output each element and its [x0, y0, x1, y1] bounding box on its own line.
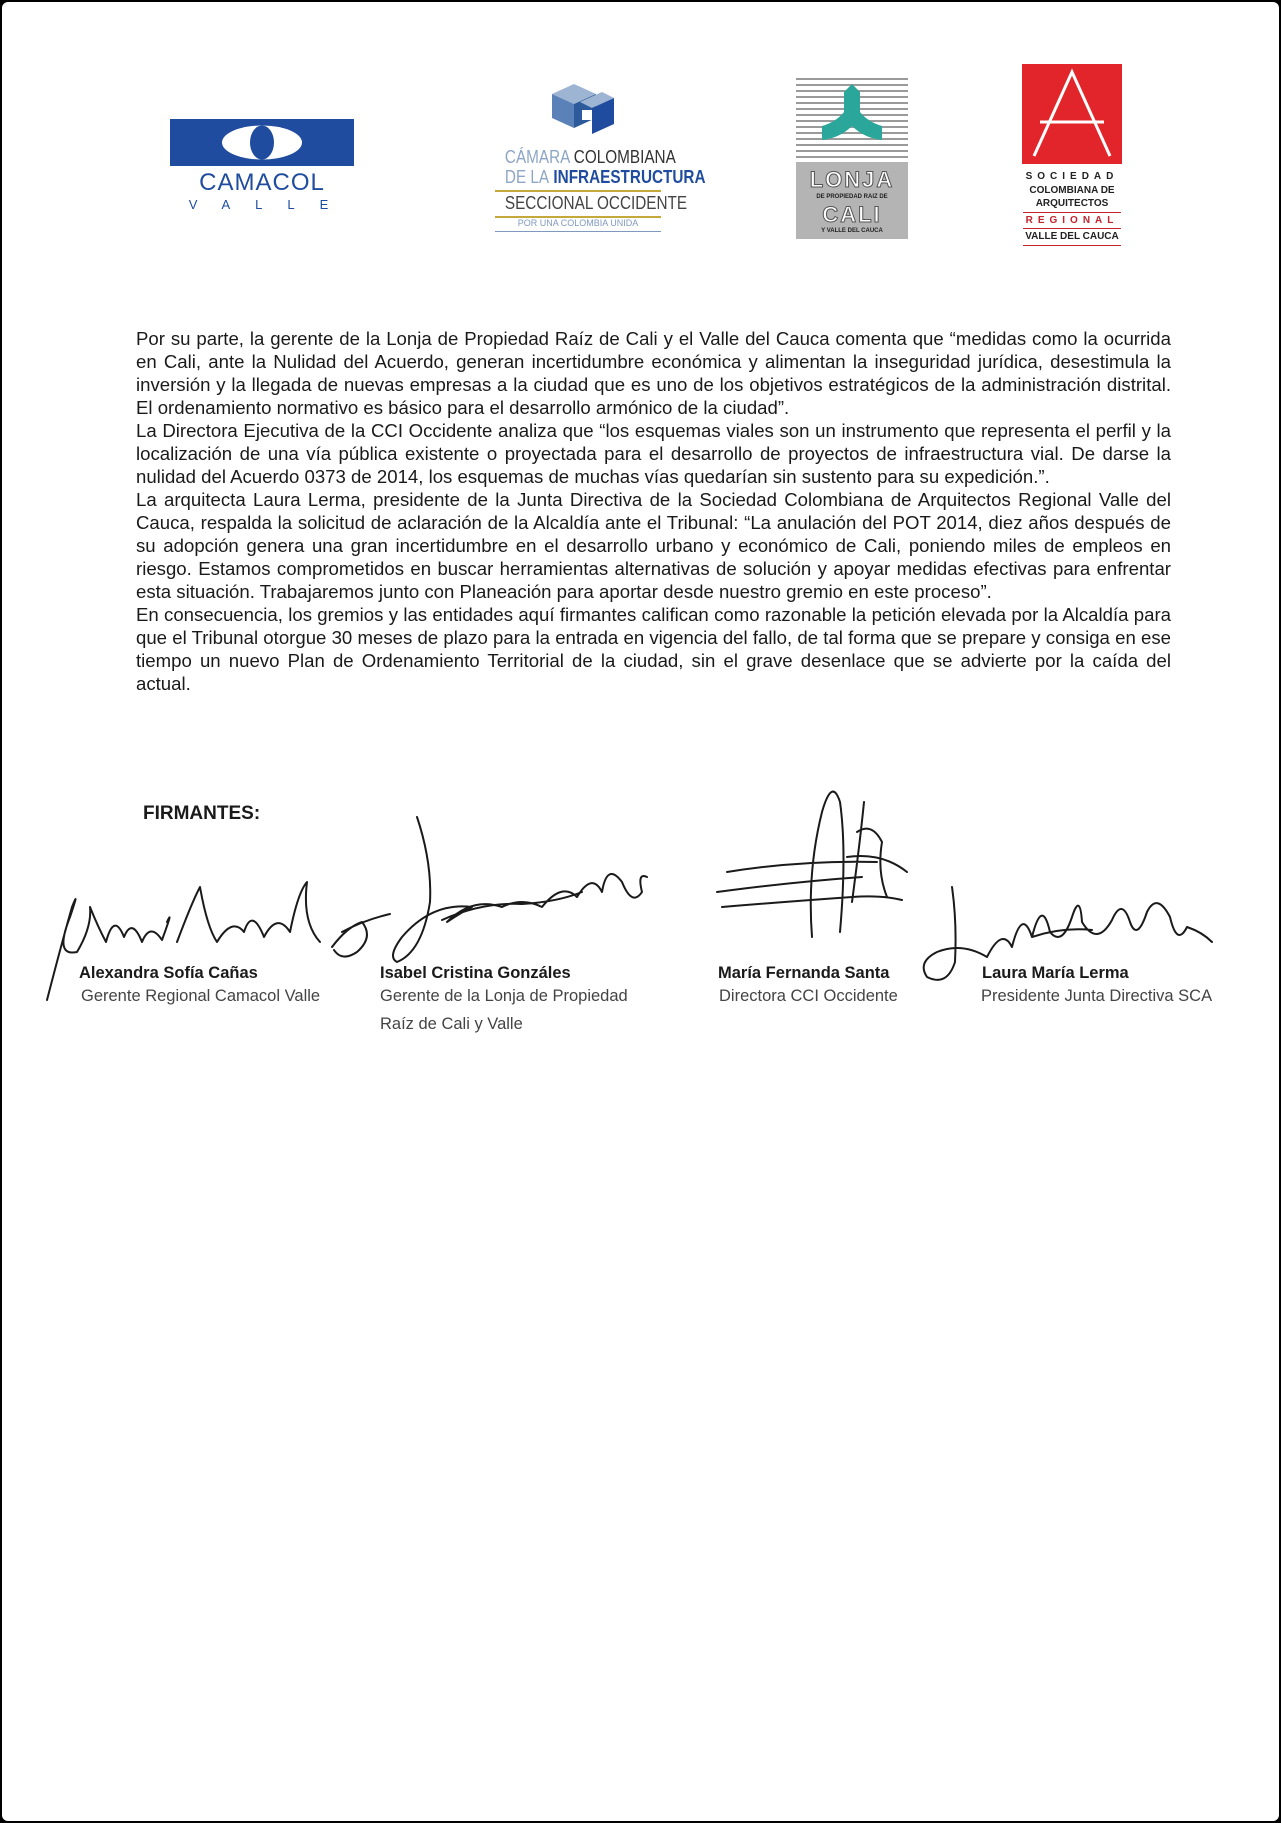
- camacol-name: CAMACOL: [199, 169, 325, 196]
- cci-cube-icon: [544, 80, 616, 142]
- signer-1-name: Alexandra Sofía Cañas: [79, 964, 258, 982]
- lonja-logo: [796, 74, 908, 239]
- cci-line2: [504, 167, 706, 188]
- sca-line4: REGIONAL: [1025, 215, 1119, 226]
- lonja-title: LONJA: [809, 167, 895, 192]
- camacol-logo: [170, 119, 354, 215]
- paragraph: Por su parte, la gerente de la Lonja de Propiedad Raíz de Cali y el Valle del Cauca comenta que “medidas como la ocurrida en Cali, ante la Nulidad del Acuerdo, generan incertidumbre económica y alimentan la inseguridad jurídica, desestimula la inversión y la llegada de nuevas empresas a la ciudad que es uno de los objetivos estratégicos de la administración distrital. El ordenamiento normativo es básico para el desarrollo armónico de la ciudad”.: [136, 328, 1171, 418]
- document-page: [2, 2, 1279, 1821]
- cci-divider: [495, 190, 661, 192]
- cci-logo: [492, 80, 706, 235]
- cci-line1: [504, 147, 676, 168]
- camacol-emblem-icon: [170, 119, 354, 166]
- cci-line3: SECCIONAL OCCIDENTE: [504, 193, 688, 213]
- paragraph: En consecuencia, los gremios y las entidades aquí firmantes califican como razonable la petición elevada por la Alcaldía para que el Tribunal otorgue 30 meses de plazo para la entrada en vigencia del fallo, de tal forma que se prepare y consiga en ese tiempo un nuevo Plan de Ordenamiento Territorial de la ciudad, sin el grave desenlace que se advierte por la caída del actual.: [136, 604, 1171, 694]
- sca-line1: SOCIEDAD: [1025, 171, 1119, 182]
- sca-divider: [1023, 245, 1121, 246]
- sca-line5: VALLE DEL CAUCA: [1025, 231, 1119, 242]
- cci-tagline: POR UNA COLOMBIA UNIDA: [517, 218, 639, 228]
- lonja-emblem-icon: [820, 82, 884, 144]
- cci-line2-b: INFRAESTRUCTURA: [553, 167, 706, 187]
- cci-line1-b: COLOMBIANA: [573, 147, 676, 167]
- sca-line2: COLOMBIANA DE: [1029, 185, 1115, 196]
- sca-emblem-icon: [1022, 64, 1122, 164]
- signer-4-name: Laura María Lerma: [982, 964, 1129, 982]
- sca-logo: [1021, 64, 1123, 249]
- signature-3: [717, 792, 907, 937]
- sca-divider: [1023, 228, 1121, 229]
- cci-divider: [495, 231, 661, 232]
- signature-2: [393, 817, 647, 962]
- signer-3-name: María Fernanda Santa: [718, 964, 890, 982]
- cci-line2-a: DE LA: [504, 167, 550, 187]
- camacol-sub: VALLE: [188, 197, 354, 212]
- signer-1-role: Gerente Regional Camacol Valle: [81, 987, 321, 1005]
- paragraph: La Directora Ejecutiva de la CCI Occidente analiza que “los esquemas viales son un instrumento que representa el perfil y la localización de una vía pública existente o proyectada para el desarrollo de proyectos de infraestructura vial. De darse la nulidad del Acuerdo 0373 de 2014, los esquemas de muchas vías quedarían sin sustento para su expedición.”.: [136, 420, 1171, 487]
- signer-2-name: Isabel Cristina Gonzáles: [380, 964, 571, 982]
- sca-divider: [1023, 212, 1121, 213]
- paragraph: La arquitecta Laura Lerma, presidente de la Junta Directiva de la Sociedad Colombiana de Arquitectos Regional Valle del Cauca, respalda la solicitud de aclaración de la Alcaldía ante el Tribunal: “La anulación del POT 2014, diez años después de su adopción genera una gran incertidumbre en el desarrollo urbano y económico de Cali, poniendo miles de empleos en riesgo. Estamos comprometidos en buscar herramientas alternativas de solución y apoyar medidas efectivas para enfrentar esta situación. Trabajaremos junto con Planeación para aportar desde nuestro gremio en este proceso”.: [136, 489, 1171, 602]
- letter-body: [136, 327, 1171, 695]
- lonja-city: CALI: [822, 202, 882, 227]
- signer-2-role: Gerente de la Lonja de Propiedad: [380, 987, 628, 1005]
- cci-line1-a: CÁMARA: [504, 147, 570, 167]
- signer-3-role: Directora CCI Occidente: [719, 987, 898, 1005]
- signer-2-role-cont: Raíz de Cali y Valle: [380, 1015, 523, 1033]
- signers-heading: FIRMANTES:: [143, 803, 261, 824]
- lonja-subtitle: DE PROPIEDAD RAIZ DE: [816, 194, 888, 200]
- lonja-region: Y VALLE DEL CAUCA: [821, 228, 883, 234]
- sca-line3: ARQUITECTOS: [1035, 198, 1109, 209]
- signer-4-role: Presidente Junta Directiva SCA: [981, 987, 1213, 1005]
